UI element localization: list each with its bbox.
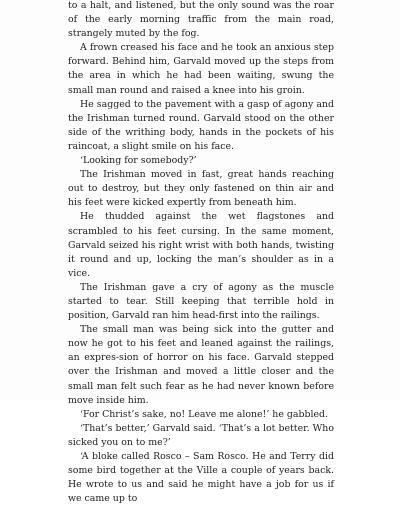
- paragraph: He thudded against the wet flagstones and scrambled to his feet cursing. In the same moment, Garvald seized his right wrist with both hands, twisting it round and up, locking the man’s shoulder as in a vice.: [68, 211, 334, 279]
- body-text: [68, 0, 334, 506]
- paragraph: The small man was being sick into the gutter and now he got to his feet and leaned against the railings, an expres-sion of horror on his face. Garvald stepped over the Irishman and moved a little closer and the small man felt such fear as he had never known before move inside him.: [68, 324, 334, 406]
- paragraph: The Irishman gave a cry of agony as the muscle started to tear. Still keeping that terrible hold in position, Garvald ran him head-first into the railings.: [68, 281, 334, 322]
- paragraph: A frown creased his face and he took an anxious step forward. Behind him, Garvald moved up the steps from the area in which he had been waiting, swung the small man round and raised a knee into his groin.: [68, 42, 334, 96]
- paragraph: ‘That’s better,’ Garvald said. ‘That’s a lot better. Who sicked you on to me?’: [68, 422, 334, 448]
- paragraph: The Irishman moved in fast, great hands reaching out to destroy, but they only fastened on thin air and his feet were kicked expertly from beneath him.: [68, 169, 334, 209]
- paragraph: He sagged to the pavement with a gasp of agony and the Irishman turned round. Garvald stood on the other side of the writhing body, hands in the pockets of his raincoat, a slight smile on his face.: [68, 98, 334, 152]
- paragraph: ‘A bloke called Rosco – Sam Rosco. He and Terry did some bird together at the Ville a couple of years back. He wrote to us and said he might have a job for us if we came up to: [68, 451, 334, 505]
- paragraph: ‘Looking for somebody?’: [80, 155, 197, 167]
- paragraph: ‘For Christ’s sake, no! Leave me alone!’ he gabbled.: [80, 408, 328, 420]
- paragraph: to a halt, and listened, but the only sound was the roar of the early morning traffic from the main road, strangely muted by the fog.: [68, 0, 334, 40]
